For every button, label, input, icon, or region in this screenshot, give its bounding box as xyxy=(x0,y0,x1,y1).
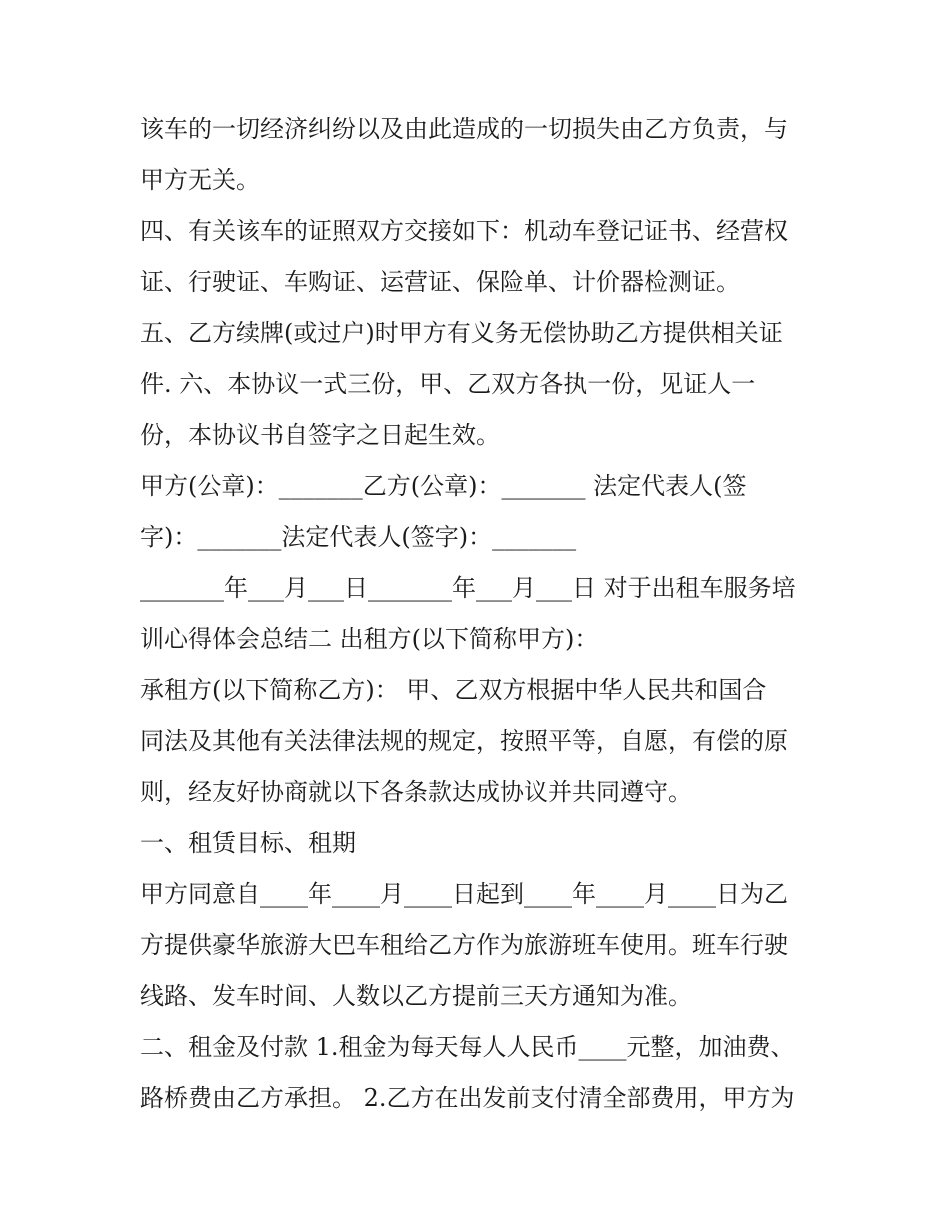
text-line: 四、有关该车的证照双方交接如下：机动车登记证书、经营权 xyxy=(140,217,788,245)
signature-line: 字)：_______法定代表人(签字)：_______ xyxy=(140,523,577,551)
text-line: 方提供豪华旅游大巴车租给乙方作为旅游班车使用。班车行驶 xyxy=(140,931,788,959)
text-line: 二、租金及付款 1.租金为每天每人人民币____元整，加油费、 xyxy=(140,1033,795,1061)
text-line: 证、行驶证、车购证、运营证、保险单、计价器检测证。 xyxy=(140,268,740,296)
section-title: 训心得体会总结二 出租方(以下简称甲方)： xyxy=(140,625,599,653)
text-line: 承租方(以下简称乙方)： 甲、乙双方根据中华人民共和国合 xyxy=(140,676,767,704)
text-line: 该车的一切经济纠纷以及由此造成的一切损失由乙方负责，与 xyxy=(140,115,788,143)
document-body xyxy=(140,104,820,1124)
text-line: 同法及其他有关法律法规的规定，按照平等，自愿，有偿的原 xyxy=(140,727,788,755)
text-line: 甲方同意自____年____月____日起到____年____月____日为乙 xyxy=(140,880,788,908)
text-line: 五、乙方续牌(或过户)时甲方有义务无偿协助乙方提供相关证 xyxy=(140,319,783,347)
clause-heading: 一、租赁目标、租期 xyxy=(140,829,356,857)
text-line: 份，本协议书自签字之日起生效。 xyxy=(140,421,500,449)
date-line: _______年___月___日_______年___月___日 对于出租车服务培 xyxy=(140,574,796,602)
text-line: 则，经友好协商就以下各条款达成协议并共同遵守。 xyxy=(140,778,692,806)
text-line: 路桥费由乙方承担。 2.乙方在出发前支付清全部费用，甲方为 xyxy=(140,1084,795,1112)
text-line: 件. 六、本协议一式三份，甲、乙双方各执一份，见证人一 xyxy=(140,370,756,398)
text-line: 甲方无关。 xyxy=(140,166,260,194)
signature-line: 甲方(公章)：_______乙方(公章)：_______ 法定代表人(签 xyxy=(140,472,747,500)
text-line: 线路、发车时间、人数以乙方提前三天方通知为准。 xyxy=(140,982,692,1010)
